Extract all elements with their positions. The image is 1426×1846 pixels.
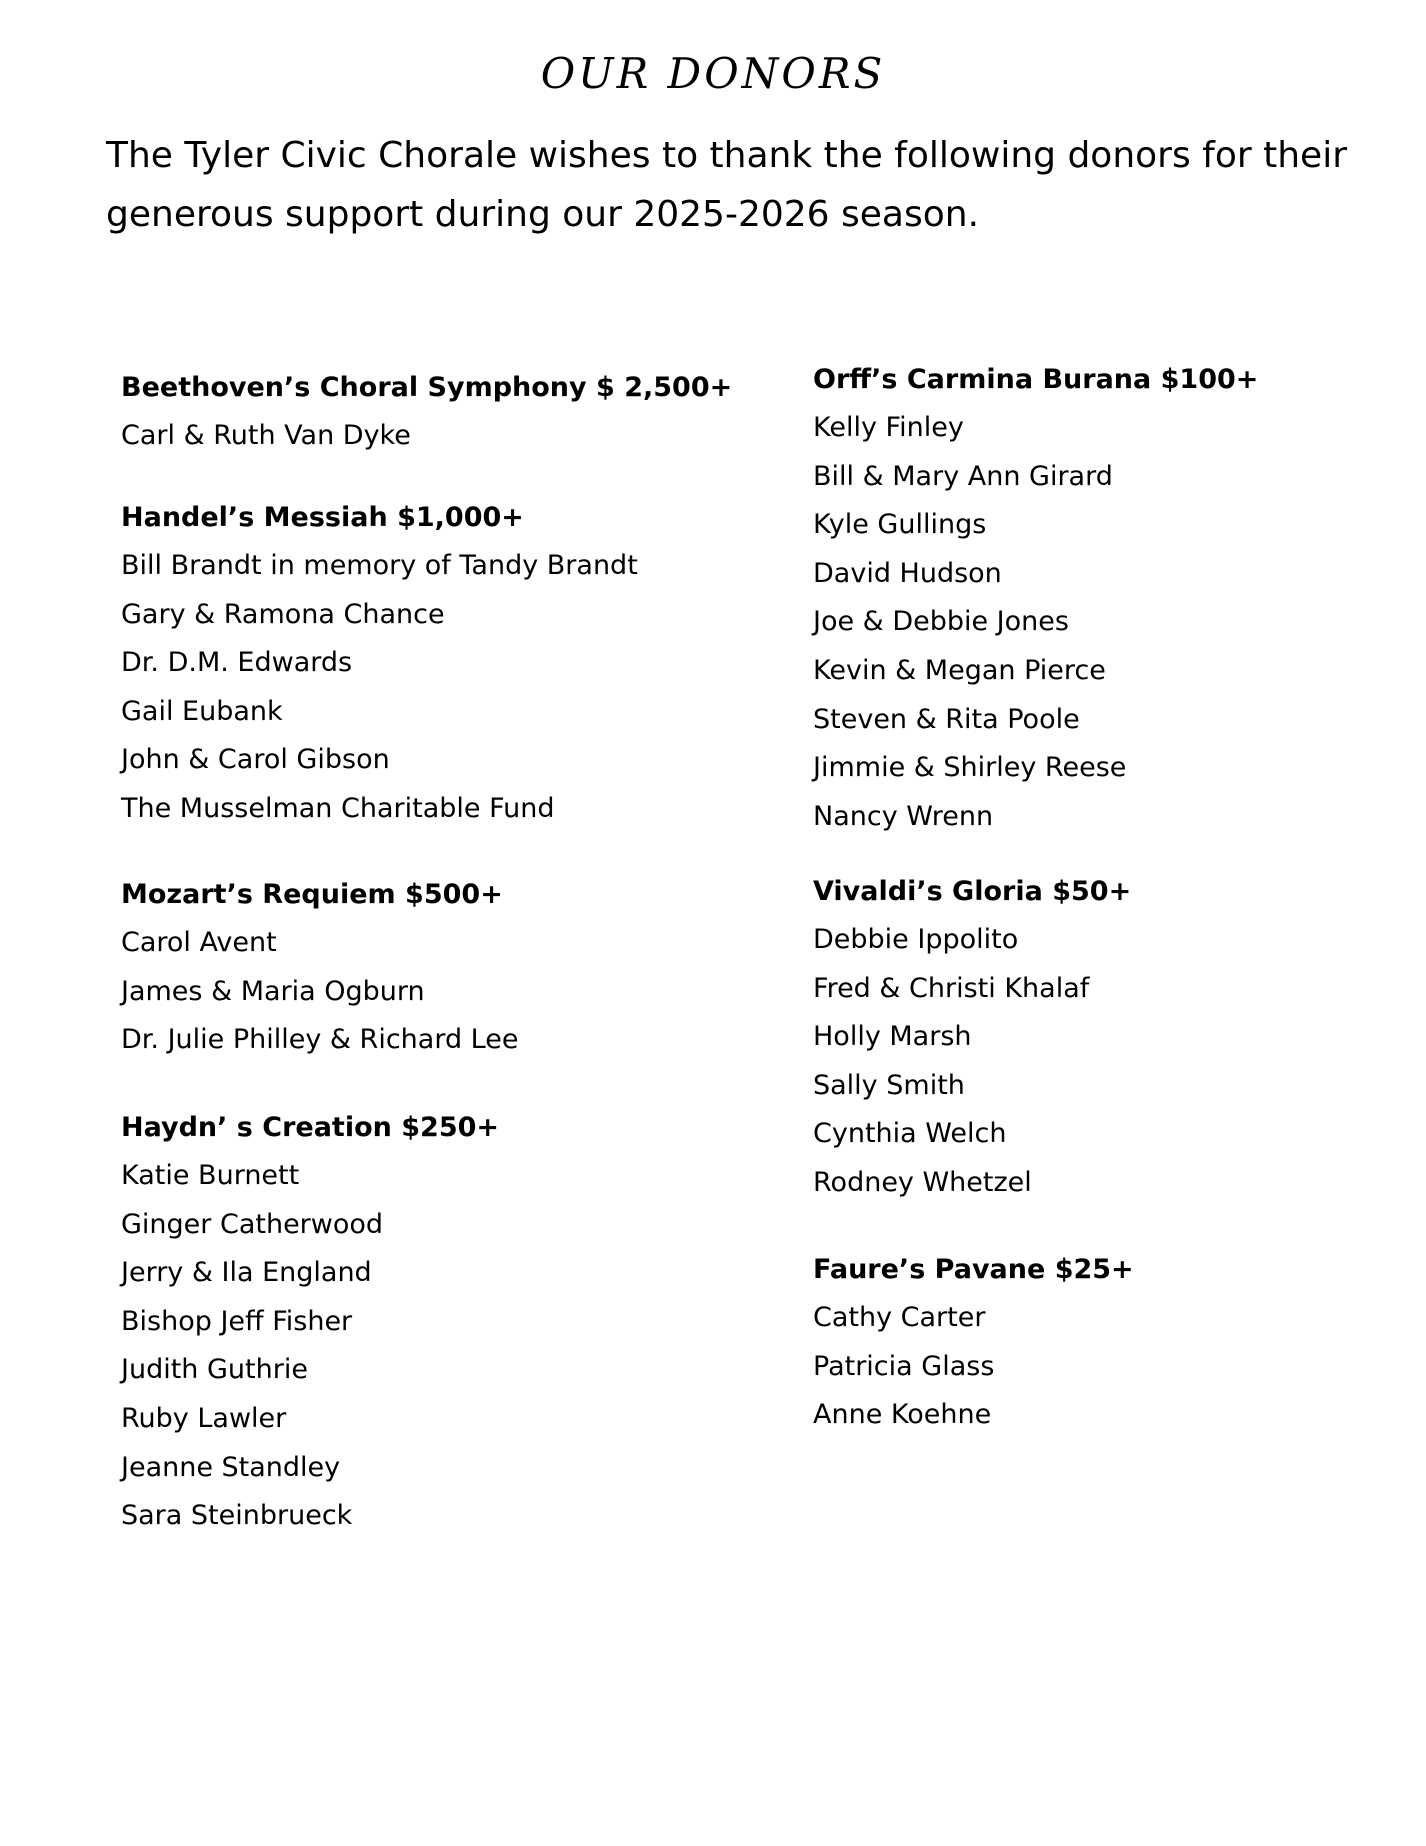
- donor-tier-beethoven: [121, 364, 761, 461]
- donor-name: David Hudson: [813, 557, 1002, 589]
- intro-paragraph: The Tyler Civic Chorale wishes to thank the following donors for their generous support during our 2025-2026 season.: [106, 135, 1347, 235]
- donor-name: Bill & Mary Ann Girard: [813, 460, 1113, 492]
- donor-name: Gail Eubank: [121, 695, 283, 727]
- donor-name: Kevin & Megan Pierce: [813, 654, 1106, 686]
- donor-name: Debbie Ippolito: [813, 924, 1019, 955]
- donor-name: Bishop Jeff Fisher: [121, 1305, 353, 1337]
- tier-heading: Vivaldi’s Gloria $50+: [813, 876, 1132, 907]
- donor-name: Gary & Ramona Chance: [121, 598, 445, 630]
- donor-name: Patricia Glass: [813, 1350, 995, 1382]
- tier-heading: Handel’s Messiah $1,000+: [121, 502, 524, 533]
- donor-tier-handel: [121, 494, 761, 834]
- donor-name: Fred & Christi Khalaf: [813, 972, 1090, 1004]
- donor-tier-mozart: [121, 871, 761, 1065]
- tier-heading: Orff’s Carmina Burana $100+: [813, 364, 1259, 395]
- page-title: OUR DONORS: [540, 49, 886, 98]
- donor-name: Ginger Catherwood: [121, 1208, 384, 1240]
- donor-name: John & Carol Gibson: [121, 744, 390, 776]
- donor-name: The Musselman Charitable Fund: [121, 792, 555, 824]
- donor-name: Cathy Carter: [813, 1302, 986, 1333]
- donor-list: [121, 1152, 761, 1541]
- donor-tier-faure: [813, 1246, 1373, 1440]
- tier-heading: Mozart’s Requiem $500+: [121, 879, 503, 910]
- donor-name: Judith Guthrie: [121, 1354, 308, 1386]
- donor-name: Dr. D.M. Edwards: [121, 647, 353, 679]
- donor-name: Jimmie & Shirley Reese: [813, 752, 1127, 784]
- donor-name: Steven & Rita Poole: [813, 703, 1080, 735]
- tier-heading: Haydn’ s Creation $250+: [121, 1112, 500, 1143]
- donor-list: [813, 1294, 1373, 1440]
- donor-name: Kelly Finley: [813, 412, 964, 443]
- donor-name: Holly Marsh: [813, 1021, 972, 1053]
- donor-list: [121, 542, 761, 834]
- donor-name: Nancy Wrenn: [813, 800, 994, 832]
- donor-name: Bill Brandt in memory of Tandy Brandt: [121, 550, 638, 581]
- donor-name: Rodney Whetzel: [813, 1166, 1032, 1198]
- donor-name: Sally Smith: [813, 1069, 965, 1101]
- donor-name: Katie Burnett: [121, 1160, 300, 1191]
- donor-name: Ruby Lawler: [121, 1402, 287, 1434]
- donor-list: [121, 919, 761, 1065]
- donor-name: Jeanne Standley: [121, 1451, 341, 1483]
- donor-tier-orff: [813, 356, 1373, 841]
- donor-name: Cynthia Welch: [813, 1118, 1007, 1150]
- donor-list: [813, 916, 1373, 1208]
- donor-name: Anne Koehne: [813, 1399, 992, 1431]
- donor-list: [813, 404, 1373, 841]
- donor-name: Kyle Gullings: [813, 509, 987, 541]
- donor-tier-haydn: [121, 1104, 761, 1541]
- donor-name: Dr. Julie Philley & Richard Lee: [121, 1024, 519, 1056]
- donor-name: Joe & Debbie Jones: [813, 606, 1069, 638]
- donor-list: [121, 412, 761, 461]
- tier-heading: Faure’s Pavane $25+: [813, 1254, 1134, 1285]
- donor-name: James & Maria Ogburn: [121, 975, 425, 1007]
- tier-heading: Beethoven’s Choral Symphony $ 2,500+: [121, 372, 733, 403]
- donor-tier-vivaldi: [813, 868, 1373, 1208]
- donor-name: Carol Avent: [121, 927, 277, 958]
- donor-name: Jerry & Ila England: [121, 1257, 372, 1289]
- donor-name: Carl & Ruth Van Dyke: [121, 420, 411, 451]
- donor-name: Sara Steinbrueck: [121, 1500, 353, 1532]
